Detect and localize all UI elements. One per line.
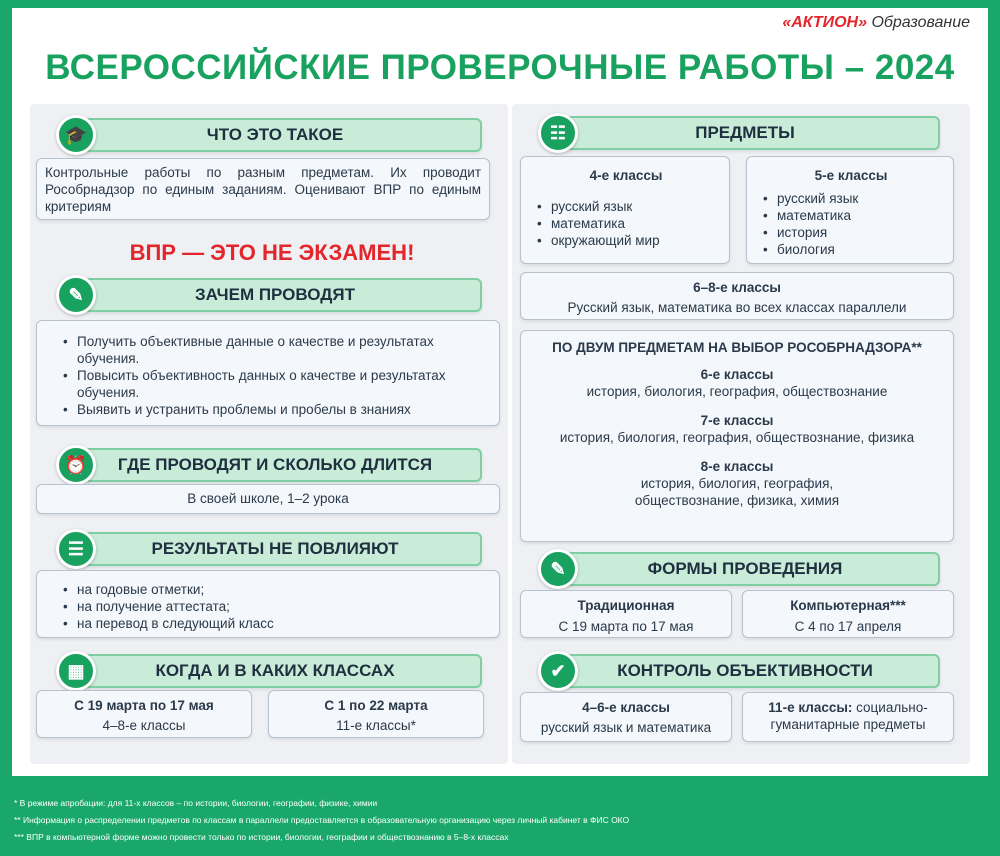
footnote: *** ВПР в компьютерной форме можно провести только по истории, биологии, географии и обществознанию в 5–8-х классах xyxy=(14,832,509,842)
what-text: Контрольные работы по разным предметам. Их проводит Рособрнадзор по единым заданиям. Оценивают ВПР по единым критериям xyxy=(36,158,490,220)
page-title: ВСЕРОССИЙСКИЕ ПРОВЕРОЧНЫЕ РАБОТЫ – 2024 xyxy=(45,48,955,87)
not-exam-warning: ВПР — ЭТО НЕ ЭКЗАМЕН! xyxy=(129,240,415,265)
list-item: • история xyxy=(761,224,941,241)
what-heading: ЧТО ЭТО ТАКОЕ xyxy=(68,118,482,152)
where-text: В своей школе, 1–2 урока xyxy=(36,484,500,514)
list-item: • окружающий мир xyxy=(535,232,717,249)
list-item: • на получение аттестата; xyxy=(61,598,487,615)
why-heading: ЗАЧЕМ ПРОВОДЯТ xyxy=(68,278,482,312)
brand-logo: «АКТИОН» Образование xyxy=(782,14,970,31)
footnote: * В режиме апробации: для 11-х классов – по истории, биологии, географии, физике, химии xyxy=(14,798,378,808)
grade4-card: 4-е классы • русский язык • математика • окружающий мир xyxy=(520,156,730,264)
books-icon: ☷ xyxy=(538,113,578,153)
document-icon: ✎ xyxy=(56,275,96,315)
alarm-clock-icon: ⏰ xyxy=(56,445,96,485)
document-icon: ✎ xyxy=(538,549,578,589)
list-item: • Повысить объективность данных о качестве и результатах обучения. xyxy=(61,367,487,401)
list-item: • на годовые отметки; xyxy=(61,581,487,598)
forms-heading: ФОРМЫ ПРОВЕДЕНИЯ xyxy=(550,552,940,586)
grade5-card: 5-е классы • русский язык • математика • история • биология xyxy=(746,156,954,264)
list-item: • Выявить и устранить проблемы и пробелы в знаниях xyxy=(61,401,487,418)
list-item: • на перевод в следующий класс xyxy=(61,615,487,632)
control-heading: КОНТРОЛЬ ОБЪЕКТИВНОСТИ xyxy=(550,654,940,688)
list-item: • биология xyxy=(761,241,941,258)
list-item: • русский язык xyxy=(761,190,941,207)
list-item: • Получить объективные данные о качестве и результатах обучения. xyxy=(61,333,487,367)
results-heading: РЕЗУЛЬТАТЫ НЕ ПОВЛИЯЮТ xyxy=(68,532,482,566)
forms-card: Компьютерная*** С 4 по 17 апреля xyxy=(742,590,954,638)
grade6-8-card: 6–8-е классы Русский язык, математика во всех классах параллели xyxy=(520,272,954,320)
calendar-icon: ▦ xyxy=(56,651,96,691)
choice-subjects-card: ПО ДВУМ ПРЕДМЕТАМ НА ВЫБОР РОСОБРНАДЗОРА** 6-е классы история, биология, география, обществознание 7-е классы история, биология, география, обществознание, физика 8-е классы история, биология, география, обществознание, физика, химия xyxy=(520,330,954,542)
when-card: С 19 марта по 17 мая 4–8-е классы xyxy=(36,690,252,738)
infographic-sheet xyxy=(12,8,988,776)
checklist-icon: ☰ xyxy=(56,529,96,569)
when-heading: КОГДА И В КАКИХ КЛАССАХ xyxy=(68,654,482,688)
graduation-cap-icon: 🎓 xyxy=(56,115,96,155)
subjects-heading: ПРЕДМЕТЫ xyxy=(550,116,940,150)
list-item: • математика xyxy=(535,215,717,232)
footnote: ** Информация о распределении предметов по классам в параллели предоставляется в образовательную организацию через личный кабинет в ФИС ОКО xyxy=(14,815,630,825)
checkmark-icon: ✔ xyxy=(538,651,578,691)
forms-card: Традиционная С 19 марта по 17 мая xyxy=(520,590,732,638)
list-item: • русский язык xyxy=(535,198,717,215)
where-heading: ГДЕ ПРОВОДЯТ И СКОЛЬКО ДЛИТСЯ xyxy=(68,448,482,482)
control-card: 4–6-е классы русский язык и математика xyxy=(520,692,732,742)
when-card: С 1 по 22 марта 11-е классы* xyxy=(268,690,484,738)
why-list xyxy=(36,320,500,426)
control-card: 11-е классы: социально-гуманитарные предметы xyxy=(742,692,954,742)
list-item: • математика xyxy=(761,207,941,224)
results-list xyxy=(36,570,500,638)
